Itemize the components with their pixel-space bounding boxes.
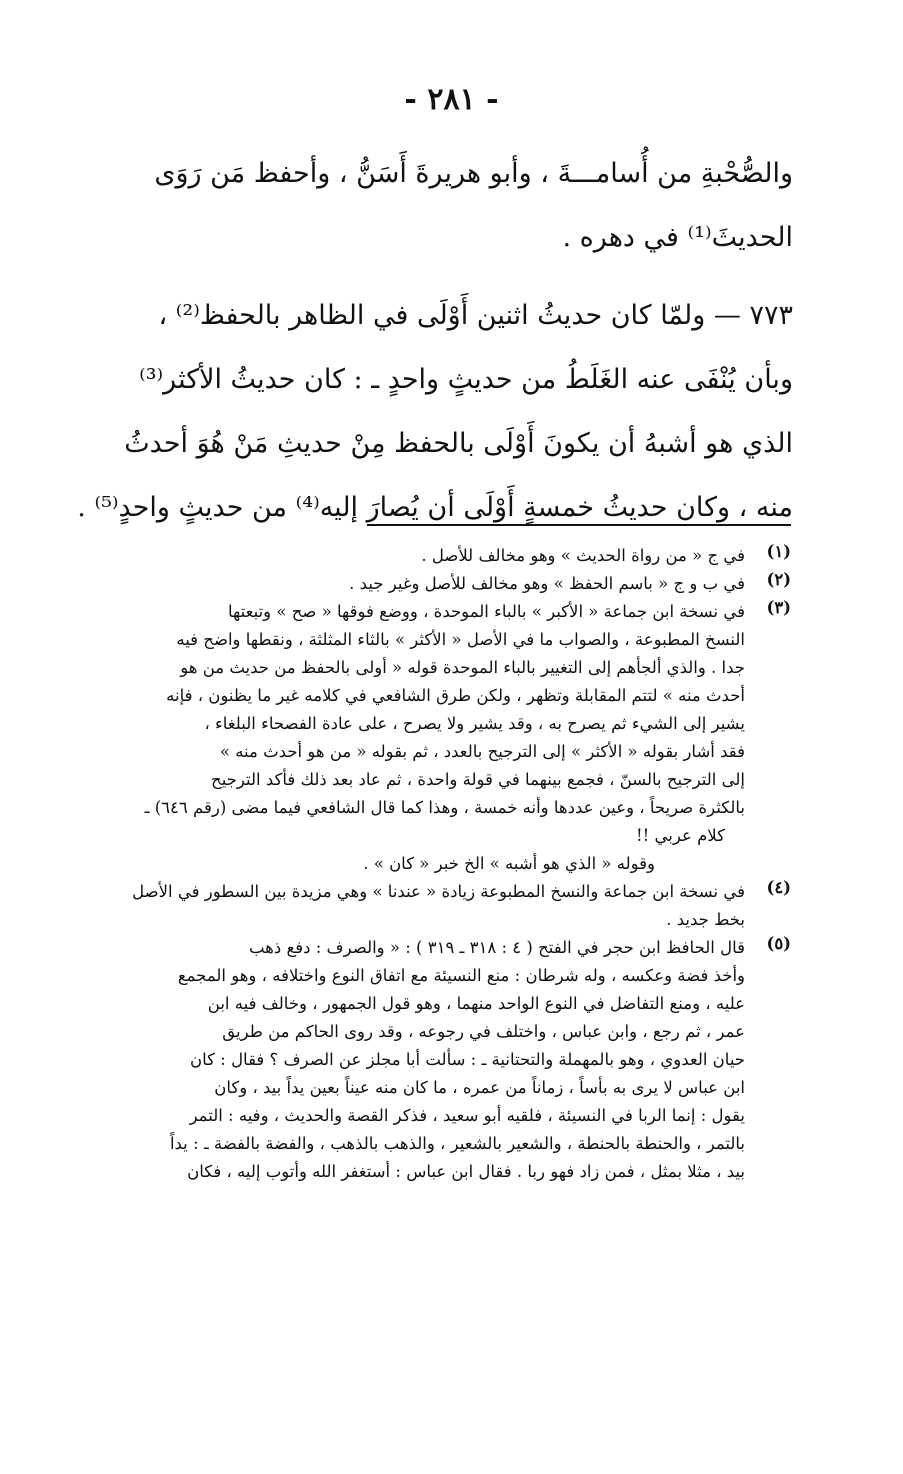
footnote-line: ابن عباس لا يرى به بأساً ، زماناً من عمره ، ما كان منه عيناً بعين يداً بيد ، وكان xyxy=(214,1078,745,1097)
footnote-line: يشير إلى الشيء ثم يصرح به ، وقد يشير ولا يصرح ، على عادة الفصحاء البلغاء ، xyxy=(204,714,745,733)
footnote-number: (٥) xyxy=(766,934,791,953)
footnote-number: (٢) xyxy=(766,570,791,589)
footnote-line: في نسخة ابن جماعة « الأكبر » بالباء الموحدة ، ووضع فوقها « صح » وتبعتها xyxy=(228,602,745,621)
footnote-line: بخط جديد . xyxy=(666,910,745,929)
footnote-line: جدا . والذي ألجأهم إلى التغيير بالباء الموحدة قوله « أولى بالحفظ من حديث من هو xyxy=(180,658,745,677)
footnote-line: النسخ المطبوعة ، والصواب ما في الأصل « الأكثر » بالثاء المثلثة ، ونقطها واضح فيه xyxy=(176,630,745,649)
main-line: الذي هو أشبهُ أن يكونَ أَوْلَى بالحفظ مِنْ حديثِ مَنْ هُوَ أحدثُ xyxy=(124,428,793,459)
footnote-number: (٣) xyxy=(766,598,791,617)
footnote-line: فقد أشار بقوله « الأكثر » إلى الترجيح بالعدد ، ثم بقوله « من هو أحدث منه » xyxy=(219,742,745,761)
footnote-line: إلى الترجيح بالسنّ ، فجمع بينهما في قولة واحدة ، ثم عاد بعد ذلك فأكد الترجيح xyxy=(211,770,745,789)
footnote-line: حيان العدوي ، وهو بالمهملة والتحتانية ـ : سألت أبا مجلز عن الصرف ؟ فقال : كان xyxy=(190,1050,745,1069)
main-line: منه ، وكان حديثُ خمسةٍ أَوْلَى أن يُصارَ إليه⁽⁴⁾ من حديثٍ واحدٍ⁽⁵⁾ . xyxy=(77,492,793,523)
footnote-line: يقول : إنما الربا في النسيئة ، فلقيه أبو سعيد ، فذكر القصة والحديث ، وفيه : التمر xyxy=(189,1106,745,1125)
footnote-number: (٤) xyxy=(766,878,791,897)
footnote-line: وقوله « الذي هو أشبه » الخ خبر « كان » . xyxy=(363,854,655,873)
footnote-line: وأخذ فضة وعكسه ، وله شرطان : منع النسيئة مع اتفاق النوع واختلافه ، وهو المجمع xyxy=(177,966,745,985)
main-text xyxy=(77,142,793,540)
footnote-number: (١) xyxy=(766,542,791,561)
main-line: الحديثَ⁽¹⁾ في دهره . xyxy=(562,222,793,253)
footnote-line: بالكثرة صريحاً ، وعين عددها وأنه خمسة ، وهذا كما قال الشافعي فيما مضى (رقم ٦٤٦) ـ xyxy=(144,798,745,817)
footnotes xyxy=(111,542,791,1186)
page-number: - ٢٨١ - xyxy=(404,82,499,117)
footnote-line: بيد ، مثلا بمثل ، فمن زاد فهو ربا . فقال ابن عباس : أستغفر الله وأتوب إليه ، فكان xyxy=(187,1162,745,1181)
footnote-line: كلام عربي !! xyxy=(636,826,725,845)
paragraph-gap xyxy=(103,270,793,284)
main-line: وبأن يُنْفَى عنه الغَلَطُ من حديثٍ واحدٍ ـ : كان حديثُ الأكثر⁽³⁾ xyxy=(139,364,793,395)
footnote-line: قال الحافظ ابن حجر في الفتح ( ٤ : ٣١٨ ـ ٣١٩ ) : « والصرف : دفع ذهب xyxy=(248,938,745,957)
footnote-separator xyxy=(367,524,791,526)
footnote-4 xyxy=(111,878,791,934)
footnote-line: بالتمر ، والحنطة بالحنطة ، والشعير بالشعير ، والذهب بالذهب ، والفضة بالفضة ـ : يداً xyxy=(169,1134,745,1153)
footnote-5 xyxy=(111,934,791,1186)
main-line: والصُّحْبةِ من أُسامـــةَ ، وأبو هريرةَ أَسَنُّ ، وأحفظ مَن رَوَى xyxy=(154,158,793,189)
footnote-line: في ب و ج « باسم الحفظ » وهو مخالف للأصل وغير جيد . xyxy=(349,574,745,593)
footnote-1 xyxy=(111,542,791,570)
footnote-line: عمر ، ثم رجع ، وابن عباس ، واختلف في رجوعه ، وقد روى الحاكم من طريق xyxy=(222,1022,745,1041)
footnote-3 xyxy=(111,598,791,878)
footnote-line: في نسخة ابن جماعة والنسخ المطبوعة زيادة « عندنا » وهي مزيدة بين السطور في الأصل xyxy=(132,882,745,901)
footnote-line: أحدث منه » لتتم المقابلة وتظهر ، ولكن طرق الشافعي في كلامه غير ما يظنون ، فإنه xyxy=(166,686,745,705)
footnote-line: في ج « من رواة الحديث » وهو مخالف للأصل . xyxy=(421,546,745,565)
main-line: ٧٧٣ — ولمّا كان حديثُ اثنين أَوْلَى في الظاهر بالحفظ⁽²⁾ ، xyxy=(158,300,793,331)
footnote-2 xyxy=(111,570,791,598)
footnote-line: عليه ، ومنع التفاضل في النوع الواحد منهما ، وهو قول الجمهور ، وخالف فيه ابن xyxy=(207,994,745,1013)
